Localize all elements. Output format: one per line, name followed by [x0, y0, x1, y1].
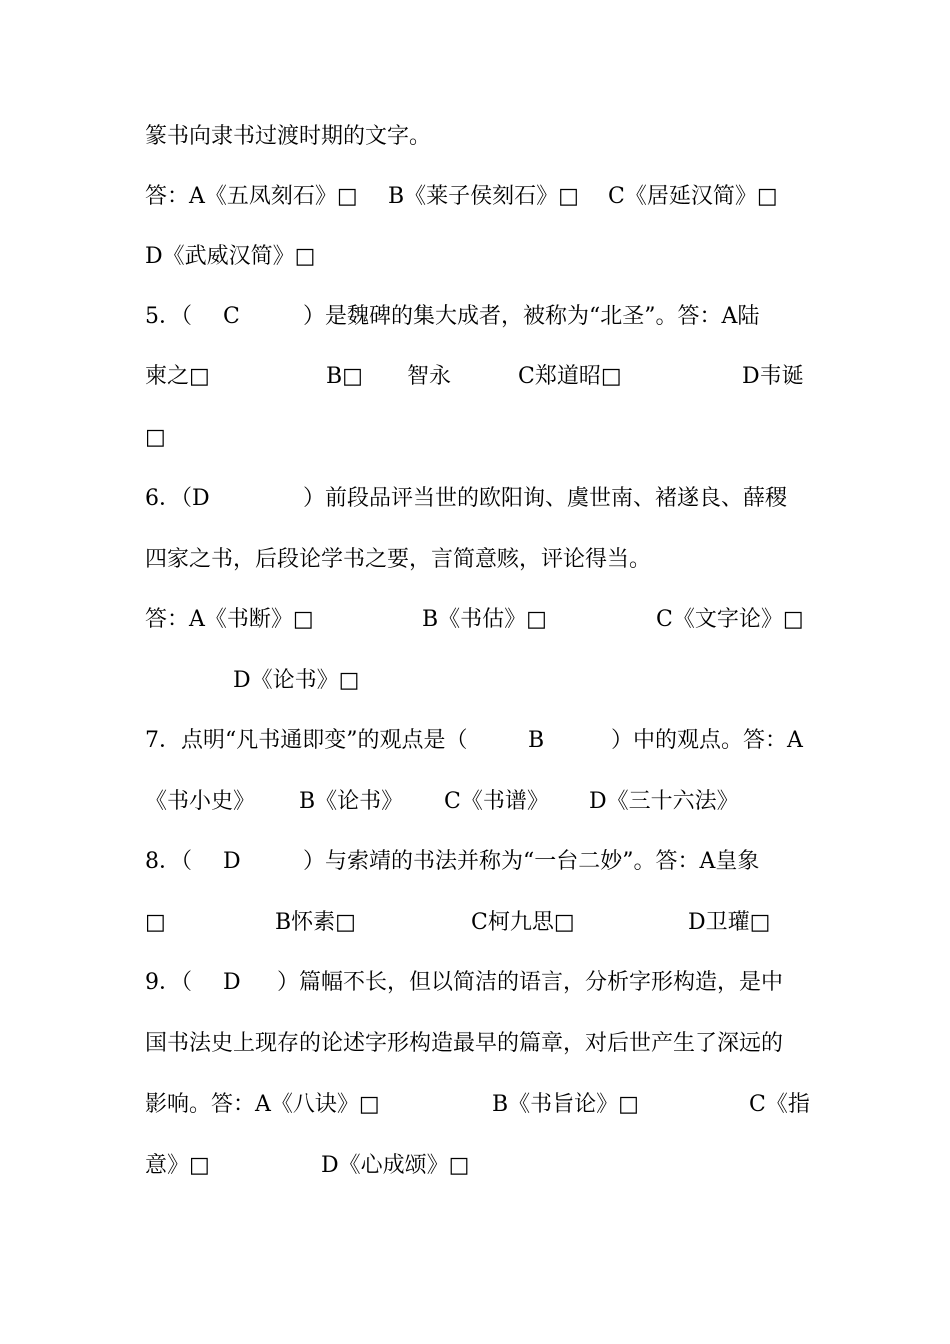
option-a: 影响。答：A《八诀》□: [145, 1092, 380, 1117]
q4-answer-options-row: [145, 177, 810, 217]
question-5: [145, 297, 810, 337]
question-number: 5．（: [145, 304, 192, 329]
q6-option-d: [145, 661, 810, 701]
question-6: [145, 479, 810, 519]
checkbox-glyph: □: [145, 425, 166, 450]
question-number: 9．（: [145, 970, 192, 995]
question-text: ）与索靖的书法并称为“一台二妙”。答：A皇象: [303, 849, 760, 874]
option-b: B《莱子侯刻石》□: [388, 184, 579, 209]
question-text: ）篇幅不长，但以简洁的语言，分析字形构造，是中: [277, 970, 784, 995]
option-b: B《书旨论》□: [492, 1092, 639, 1117]
option-a-box: □: [145, 910, 166, 935]
q4-option-d: [145, 237, 810, 277]
question-9-cont: [145, 1024, 810, 1064]
question-number: 8．（: [145, 849, 192, 874]
option-c: C柯九思□: [471, 910, 575, 935]
line-text: 篆书向隶书过渡时期的文字。: [145, 124, 432, 149]
answer-letter: C: [223, 304, 240, 329]
question-text: 国书法史上现存的论述字形构造最早的篇章，对后世产生了深远的: [145, 1031, 784, 1056]
answer-letter: D: [223, 970, 241, 995]
q9-options-row-2: [145, 1146, 810, 1186]
q5-options-row: [145, 357, 810, 397]
option-b: B《书估》□: [422, 607, 547, 632]
answer-letter: D: [223, 849, 241, 874]
option-c: C《居延汉简》□: [608, 184, 778, 209]
q8-options-row: [145, 903, 810, 943]
question-text: ）是魏碑的集大成者，被称为“北圣”。答：A陆: [303, 304, 760, 329]
q7-options-row: [145, 782, 810, 822]
option-b: B《论书》: [299, 789, 404, 814]
text-line-continuation: [145, 117, 810, 157]
q9-options-row: [145, 1085, 810, 1125]
option-b: B怀素□: [275, 910, 356, 935]
question-6-cont: [145, 540, 810, 580]
option-c: C郑道昭□: [518, 364, 622, 389]
question-text: ）前段品评当世的欧阳询、虞世南、褚遂良、薛稷: [303, 486, 788, 511]
question-7: [145, 721, 810, 761]
question-text: 7．点明“凡书通即变”的观点是（: [145, 728, 468, 753]
option-d: D《心成颂》□: [321, 1153, 470, 1178]
option-d: D卫瓘□: [688, 910, 771, 935]
answer-letter: B: [528, 728, 545, 753]
option-d: D韦诞: [742, 364, 804, 389]
option-a: 答：A《五凤刻石》□: [145, 184, 358, 209]
option-c: C《书谱》: [444, 789, 549, 814]
option-b: B□: [326, 364, 363, 389]
option-a-cont: 柬之□: [145, 364, 210, 389]
option-c: C《文字论》□: [656, 607, 804, 632]
option-a-cont: 《书小史》: [145, 789, 256, 814]
option-c-cont: 意》□: [145, 1153, 210, 1178]
question-8: [145, 842, 810, 882]
question-number: 6．（D: [145, 486, 210, 511]
option-d: D《三十六法》: [589, 789, 739, 814]
question-text: 四家之书，后段论学书之要，言简意赅，评论得当。: [145, 547, 652, 572]
q5-checkbox-line: [145, 418, 810, 458]
option-b-text: 智永: [407, 364, 452, 389]
option-c: C《指: [749, 1092, 810, 1117]
question-text-tail: ）中的观点。答：A: [611, 728, 803, 753]
option-d: D《武威汉简》□: [145, 244, 316, 269]
option-d: D《论书》□: [233, 668, 360, 693]
option-a: 答：A《书断》□: [145, 607, 314, 632]
question-9: [145, 963, 810, 1003]
q6-options-row: [145, 600, 810, 640]
